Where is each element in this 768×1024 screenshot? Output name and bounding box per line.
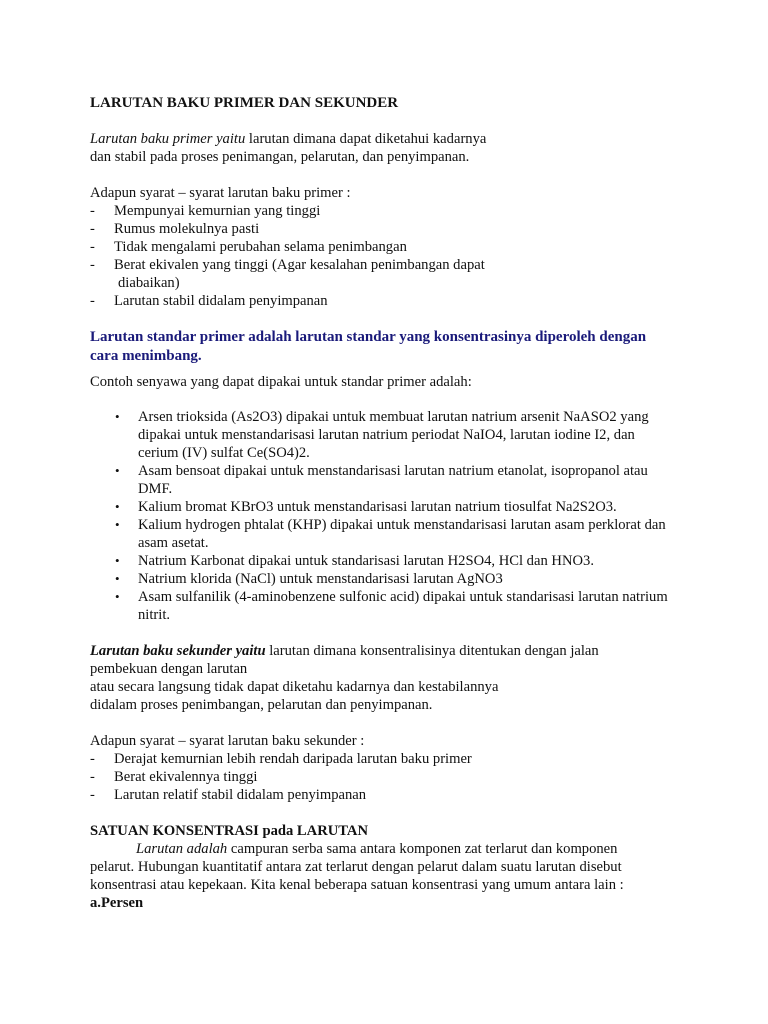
list-item: [90, 552, 680, 570]
list-item-text: Asam bensoat dipakai untuk menstandarisasi larutan natrium etanolat, isopropanol atau DMF.: [138, 463, 648, 497]
list-item: [90, 498, 680, 516]
satuan-text: campuran serba sama antara komponen zat terlarut dan komponen: [227, 841, 618, 857]
list-item-text: Kalium bromat KBrO3 untuk menstandarisasi larutan natrium tiosulfat Na2S2O3.: [138, 499, 617, 515]
persen-subheading: a.Persen: [90, 895, 144, 911]
list-item: [90, 768, 680, 786]
dash-marker: -: [90, 239, 95, 255]
dash-marker: -: [90, 769, 95, 785]
list-item-text: Natrium Karbonat dipakai untuk standarisasi larutan H2SO4, HCl dan HNO3.: [138, 553, 594, 569]
list-item: [90, 202, 680, 220]
list-item: [90, 408, 680, 462]
list-item: [90, 220, 680, 238]
dash-marker: -: [90, 293, 95, 309]
list-item-text: Larutan stabil didalam penyimpanan: [114, 293, 328, 309]
bullet-marker: •: [115, 589, 120, 604]
dash-marker: -: [90, 787, 95, 803]
contoh-list: [90, 408, 680, 624]
dash-marker: -: [90, 751, 95, 767]
sekunder-definition-line4: didalam proses penimbangan, pelarutan dan penyimpanan.: [90, 697, 433, 713]
list-item: [90, 750, 680, 768]
primer-definition-text: larutan dimana dapat diketahui kadarnya: [245, 131, 487, 147]
satuan-line3: konsentrasi atau kepekaan. Kita kenal beberapa satuan konsentrasi yang umum antara lain :: [90, 877, 624, 893]
syarat-sekunder-section: [90, 732, 680, 804]
list-item-text: Derajat kemurnian lebih rendah daripada larutan baku primer: [114, 751, 472, 767]
bullet-marker: •: [115, 571, 120, 586]
list-item: [90, 516, 680, 552]
bullet-marker: •: [115, 409, 120, 424]
satuan-line1: [90, 840, 680, 858]
list-item: [90, 570, 680, 588]
larutan-term: Larutan adalah: [136, 841, 228, 857]
syarat-primer-section: [90, 184, 680, 310]
syarat-sekunder-heading: Adapun syarat – syarat larutan baku sekunder :: [90, 733, 365, 749]
list-item: [90, 238, 680, 256]
list-item: [90, 462, 680, 498]
list-item-text: Asam sulfanilik (4-aminobenzene sulfonic acid) dipakai untuk standarisasi larutan natrium nitrit.: [138, 589, 668, 623]
list-item: [90, 588, 680, 624]
list-item: [90, 786, 680, 804]
bullet-marker: •: [115, 463, 120, 478]
list-item-text: Larutan relatif stabil didalam penyimpanan: [114, 787, 367, 803]
list-item-text: Kalium hydrogen phtalat (KHP) dipakai untuk menstandarisasi larutan asam perklorat dan asam asetat.: [138, 517, 666, 551]
bullet-marker: •: [115, 553, 120, 568]
sekunder-definition-line3: atau secara langsung tidak dapat diketahu kadarnya dan kestabilannya: [90, 679, 499, 695]
sekunder-definition-text: larutan dimana konsentralisinya ditentukan dengan jalan: [265, 643, 599, 659]
primer-definition-line1: [90, 130, 680, 148]
list-item-text: Berat ekivalennya tinggi: [114, 769, 258, 785]
dash-marker: -: [90, 257, 95, 273]
list-item: [90, 256, 680, 274]
dash-marker: -: [90, 221, 95, 237]
bullet-marker: •: [115, 499, 120, 514]
dash-marker: -: [90, 203, 95, 219]
document-page: [90, 94, 680, 912]
syarat-primer-heading: Adapun syarat – syarat larutan baku primer :: [90, 185, 351, 201]
satuan-section: [90, 822, 680, 912]
list-item: [90, 292, 680, 310]
list-item-text: Berat ekivalen yang tinggi (Agar kesalahan penimbangan dapat: [114, 257, 485, 273]
standar-primer-heading: Larutan standar primer adalah larutan standar yang konsentrasinya diperoleh dengan cara menimbang.: [90, 329, 647, 364]
contoh-intro: Contoh senyawa yang dapat dipakai untuk standar primer adalah:: [90, 374, 472, 390]
document-title: LARUTAN BAKU PRIMER DAN SEKUNDER: [90, 95, 399, 111]
primer-definition: [90, 130, 680, 166]
satuan-line2: pelarut. Hubungan kuantitatif antara zat terlarut dengan pelarut dalam suatu larutan disebut: [90, 859, 622, 875]
list-item-text: Tidak mengalami perubahan selama penimbangan: [114, 239, 407, 255]
sekunder-definition: [90, 642, 680, 714]
list-item-text: Rumus molekulnya pasti: [114, 221, 260, 237]
list-item-text: Arsen trioksida (As2O3) dipakai untuk membuat larutan natrium arsenit NaASO2 yang dipakai untuk menstandarisasi larutan natrium periodat NaIO4, larutan iodine I2, dan cerium (IV) sulfat Ce(SO4)2.: [138, 409, 649, 461]
sekunder-definition-line2: pembekuan dengan larutan: [90, 661, 248, 677]
bullet-marker: •: [115, 517, 120, 532]
list-item-continuation: diabaikan): [118, 275, 180, 291]
sekunder-term: Larutan baku sekunder yaitu: [90, 643, 266, 659]
primer-definition-line2: dan stabil pada proses penimangan, pelarutan, dan penyimpanan.: [90, 149, 470, 165]
sekunder-definition-line1: [90, 642, 680, 660]
list-item-text: Mempunyai kemurnian yang tinggi: [114, 203, 321, 219]
primer-term: Larutan baku primer yaitu: [90, 131, 246, 147]
satuan-heading: SATUAN KONSENTRASI pada LARUTAN: [90, 823, 369, 839]
list-item-text: Natrium klorida (NaCl) untuk menstandarisasi larutan AgNO3: [138, 571, 503, 587]
